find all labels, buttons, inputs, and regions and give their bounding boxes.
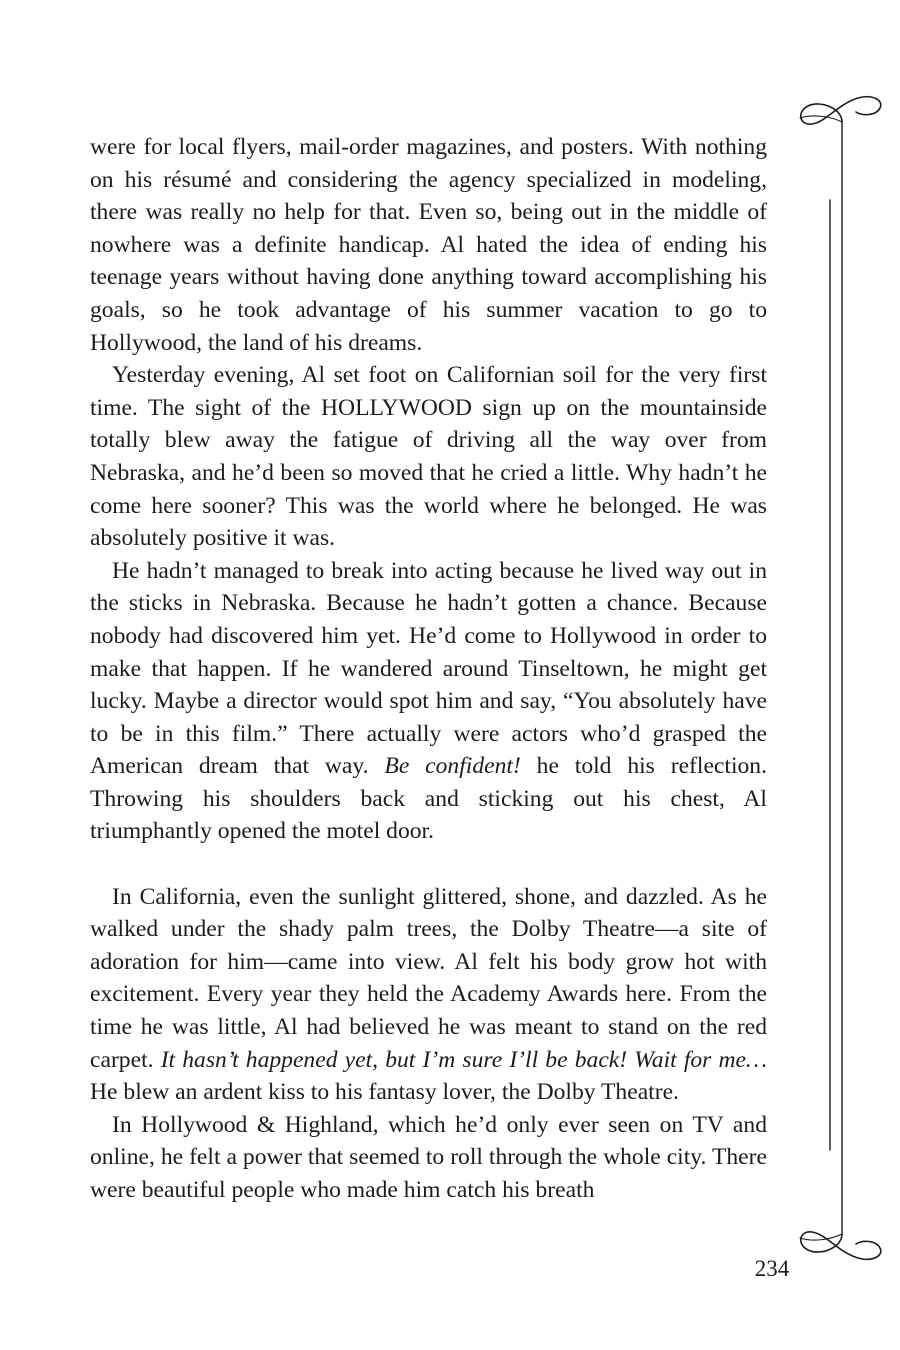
top-flourish: [801, 97, 881, 124]
paragraph-2: [90, 359, 767, 555]
paragraph-2-text: Yesterday evening, Al set foot on Californian soil for the very first time. The sight of the HOLLYWOOD sign up on the mountainside totally blew away the fatigue of driving all the way over from Nebraska, and he’d been so moved that he cried a little. Why hadn’t he come here sooner? This was the world where he belonged. He was absolutely positive it was.: [90, 362, 767, 552]
paragraph-3: [90, 555, 767, 848]
page-number: 234: [754, 1256, 790, 1281]
paragraph-1-text: were for local flyers, mail-order magazines, and posters. With nothing on his résumé and considering the agency specialized in modeling, there was really no help for that. Even so, being out in the middle of nowhere was a definite handicap. Al hated the idea of ending his teenage years without having done anything toward accomplishing his goals, so he took advantage of his summer vacation to go to Hollywood, the land of his dreams.: [90, 134, 767, 356]
paragraph-3-italic: Be confident!: [384, 753, 521, 780]
paragraph-1: [90, 131, 767, 359]
body-text: [90, 131, 767, 1207]
paragraph-4-italic: It hasn’t happened yet, but I’m sure I’ll be back! Wait for me…: [160, 1046, 768, 1073]
paragraph-4-text-a: In California, even the sunlight glittered, shone, and dazzled. As he walked under the shady palm trees, the Dolby Theatre—a site of adoration for him—came into view. Al felt his body grow hot with excitement. Every year they held the Academy Awards here. From the time he was little, Al had believed he was meant to stand on the red carpet.: [90, 883, 767, 1073]
paragraph-3-text-a: He hadn’t managed to break into acting because he lived way out in the sticks in Nebraska. Because he hadn’t gotten a chance. Because nobody had discovered him yet. He’d come to Hollywood in order to make that happen. If he wandered around Tinseltown, he might get lucky. Maybe a director would spot him and say, “You absolutely have to be in this film.” There actually were actors who’d grasped the American dream that way.: [90, 557, 767, 780]
scene-break: [90, 848, 767, 881]
paragraph-4-text-b: He blew an ardent kiss to his fantasy lover, the Dolby Theatre.: [90, 1079, 679, 1106]
bottom-flourish: [801, 1232, 881, 1259]
paragraph-3-text-b: he told his reflection. Throwing his shoulders back and sticking out his chest, Al triumphantly opened the motel door.: [90, 753, 767, 845]
paragraph-4: [90, 881, 767, 1109]
paragraph-5: [90, 1109, 767, 1207]
paragraph-5-text: In Hollywood & Highland, which he’d only ever seen on TV and online, he felt a power that seemed to roll through the whole city. There were beautiful people who made him catch his breath: [90, 1111, 767, 1203]
